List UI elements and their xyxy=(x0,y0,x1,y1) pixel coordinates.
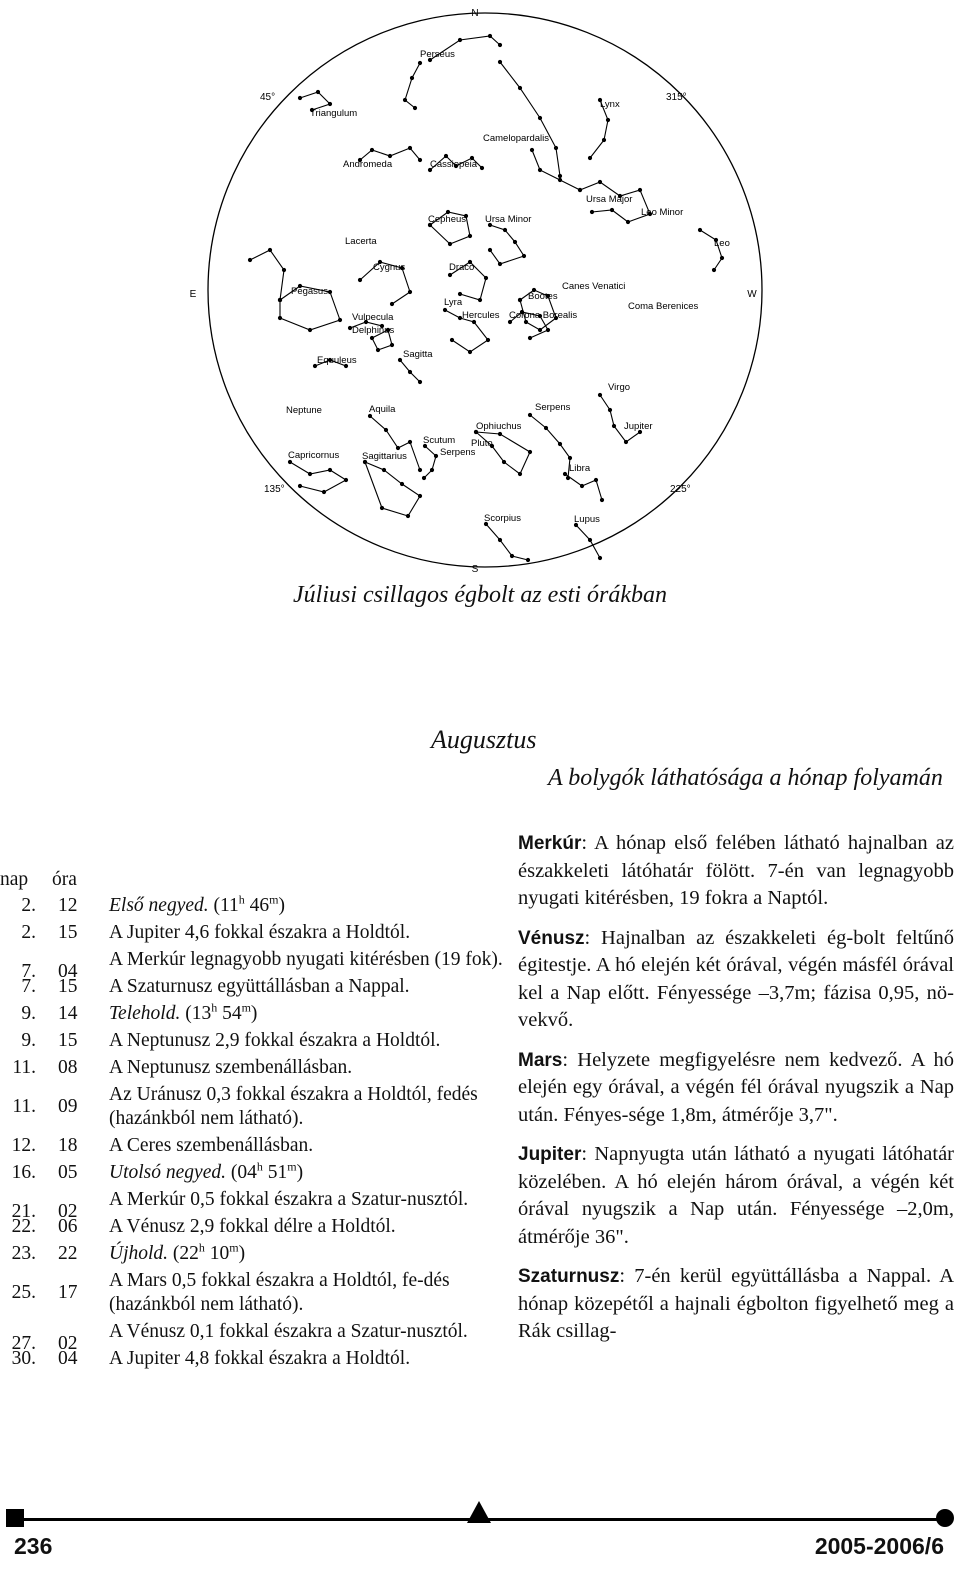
event-day: 25. xyxy=(11,1282,36,1303)
constellation-sagittarius: Sagittarius xyxy=(362,451,407,462)
event-day: 11. xyxy=(12,1096,36,1117)
event-row xyxy=(0,1056,505,1080)
star-marker xyxy=(408,370,412,374)
star-marker xyxy=(388,154,392,158)
star-marker xyxy=(563,472,567,476)
constellation-ophiuchus: Ophiuchus xyxy=(476,421,522,432)
constellation-libra: Libra xyxy=(569,463,591,474)
star-marker xyxy=(600,498,604,502)
planet-description: : Napnyugta után látható a nyugati látóhatár közelében. A hó elején három órával, a végén két órával nyugszik a Nap után. Fényessége –2,0m, átmérője 36". xyxy=(518,1143,954,1248)
constellation-line xyxy=(486,524,528,560)
star-marker xyxy=(358,278,362,282)
event-text xyxy=(109,1002,505,1026)
star-marker xyxy=(448,273,452,277)
star-marker xyxy=(384,428,388,432)
star-marker xyxy=(408,146,412,150)
star-marker xyxy=(443,308,447,312)
event-hour: 02 xyxy=(58,1201,78,1222)
event-day: 7. xyxy=(21,961,36,982)
star-marker xyxy=(498,538,502,542)
star-marker xyxy=(578,188,582,192)
time-unit: m xyxy=(269,892,279,907)
constellation-lynx: Lynx xyxy=(600,99,620,110)
constellation-perseus: Perseus xyxy=(420,49,455,60)
star-marker xyxy=(268,248,272,252)
event-row xyxy=(0,1320,505,1354)
time-unit: h xyxy=(238,892,245,907)
planet-name: Merkúr xyxy=(518,833,582,854)
event-hour: 15 xyxy=(58,1030,78,1051)
planet-paragraph xyxy=(518,1263,954,1346)
star-marker xyxy=(606,118,610,122)
moon-phase-label: Újhold. xyxy=(109,1243,169,1264)
star-marker xyxy=(612,424,616,428)
planet-description: : Hajnalban az északkeleti ég-bolt feltűnő égitestje. A hó elején két órával, végén másfél órával kel a Nap előtt. Fényessége –3,7m; fázisa 0,95, nö-vekvő. xyxy=(518,926,954,1031)
event-hour: 14 xyxy=(58,1003,78,1024)
event-day: 27. xyxy=(11,1333,36,1354)
star-marker xyxy=(430,468,434,472)
event-hour: 15 xyxy=(58,976,78,997)
star-marker xyxy=(418,380,422,384)
star-marker xyxy=(370,336,374,340)
star-marker xyxy=(712,268,716,272)
star-marker xyxy=(590,210,594,214)
event-day: 22. xyxy=(11,1216,36,1237)
event-row xyxy=(0,1188,505,1222)
star-marker xyxy=(488,34,492,38)
constellation-neptune: Neptune xyxy=(286,405,322,416)
planet-description: : Helyzete megfigyelésre nem kedvező. A hó elején egy órával, a végén fél órával nyugszik a Nap után. Fényes-sége 1,8m, átmérője 3,7". xyxy=(518,1048,954,1126)
event-day: 7. xyxy=(21,976,36,997)
event-hour: 06 xyxy=(58,1216,78,1237)
star-marker xyxy=(418,468,422,472)
constellation-line xyxy=(424,446,436,478)
time-value: 54 xyxy=(217,1003,242,1024)
event-row xyxy=(0,1242,505,1266)
time-value: (04 xyxy=(225,1162,257,1183)
star-marker xyxy=(282,268,286,272)
azimuth-label: 315° xyxy=(666,92,687,103)
planet-description: : A hónap első felében látható hajnalban az északkeleti látóhatár fölött. 7-én van legnagyobb nyugati kitérésben, 19 fokra a Naptól. xyxy=(518,832,954,909)
time-unit: h xyxy=(211,1000,218,1015)
star-marker xyxy=(518,472,522,476)
star-marker xyxy=(720,256,724,260)
star-marker xyxy=(502,460,506,464)
event-hour: 15 xyxy=(58,922,78,943)
constellation-pegasus: Pegasus xyxy=(291,286,328,297)
event-row xyxy=(0,894,505,918)
event-day: 21. xyxy=(11,1201,36,1222)
circle-marker-icon xyxy=(936,1509,954,1527)
events-header xyxy=(0,868,505,892)
star-marker xyxy=(538,328,542,332)
constellation-camelopardalis: Camelopardalis xyxy=(483,133,550,144)
star-marker xyxy=(418,158,422,162)
planet-paragraph xyxy=(518,925,954,1035)
star-marker xyxy=(328,102,332,106)
event-row xyxy=(0,921,505,945)
event-row xyxy=(0,1215,505,1239)
star-marker xyxy=(530,148,534,152)
star-marker xyxy=(468,234,472,238)
constellation-triangulum: Triangulum xyxy=(310,108,358,119)
time-value: ) xyxy=(250,1003,258,1024)
time-unit: m xyxy=(241,1000,251,1015)
star-marker xyxy=(610,208,614,212)
star-marker xyxy=(413,106,417,110)
planets-section-title: A bolygók láthatósága a hónap folyamán xyxy=(548,765,943,791)
constellation-cassiopeia: Cassiopeia xyxy=(430,159,477,170)
moon-phase-label: Utolsó negyed. xyxy=(109,1162,226,1183)
star-marker xyxy=(248,258,252,262)
time-unit: m xyxy=(287,1159,297,1174)
constellation-scorpius: Scorpius xyxy=(484,513,521,524)
constellation-line xyxy=(530,415,570,478)
event-hour: 09 xyxy=(58,1096,78,1117)
triangle-marker-icon xyxy=(467,1501,491,1523)
star-marker xyxy=(434,454,438,458)
star-marker xyxy=(298,96,302,100)
star-marker xyxy=(488,248,492,252)
star-marker xyxy=(522,254,526,258)
star-marker xyxy=(558,178,562,182)
event-hour: 22 xyxy=(58,1243,78,1264)
star-marker xyxy=(298,484,302,488)
star-marker xyxy=(498,60,502,64)
event-day: 2. xyxy=(21,922,36,943)
star-marker xyxy=(558,442,562,446)
star-marker xyxy=(538,116,542,120)
constellation-ursa-minor: Ursa Minor xyxy=(485,214,532,225)
star-marker xyxy=(588,538,592,542)
page-number: 236 xyxy=(14,1533,53,1559)
event-hour: 17 xyxy=(58,1282,78,1303)
star-marker xyxy=(410,76,414,80)
star-marker xyxy=(638,188,642,192)
month-title: Augusztus xyxy=(431,725,537,754)
star-marker xyxy=(370,148,374,152)
event-day: 9. xyxy=(21,1030,36,1051)
constellation-sagitta: Sagitta xyxy=(403,349,433,360)
constellation-bootes: Bootes xyxy=(528,291,558,302)
planet-description: : 7-én kerül együttállásba a Nappal. A hónap közepétől a hajnali égbolton figyelhető meg a Rák csillag- xyxy=(518,1265,954,1342)
star-marker xyxy=(498,43,502,47)
event-hour: 04 xyxy=(58,961,78,982)
star-marker xyxy=(518,86,522,90)
star-marker xyxy=(278,316,282,320)
constellation-line xyxy=(405,63,420,108)
event-text xyxy=(109,1161,505,1185)
star-marker xyxy=(338,318,342,322)
star-marker xyxy=(382,468,386,472)
constellation-ursa-major: Ursa Major xyxy=(586,194,633,205)
day-column-header: nap xyxy=(0,869,29,890)
time-unit: m xyxy=(229,1240,239,1255)
square-marker-icon xyxy=(6,1509,24,1527)
star-marker xyxy=(526,558,530,562)
star-marker xyxy=(513,240,517,244)
star-marker xyxy=(408,290,412,294)
star-marker xyxy=(594,478,598,482)
event-text: Az Uránusz 0,3 fokkal északra a Holdtól, fedés (hazánkból nem látható). xyxy=(109,1084,478,1129)
time-value: 46 xyxy=(244,895,270,916)
star-marker xyxy=(588,156,592,160)
star-marker xyxy=(568,456,572,460)
chart-caption: Júliusi csillagos égbolt az esti órákban xyxy=(293,582,667,608)
event-text: A Vénusz 2,9 fokkal délre a Holdtól. xyxy=(109,1216,396,1237)
constellation-scutum: Scutum xyxy=(423,435,456,446)
constellation-leo: Leo xyxy=(714,238,730,249)
star-marker xyxy=(538,168,542,172)
azimuth-label: 225° xyxy=(670,484,691,495)
constellation-coma-berenices: Coma Berenices xyxy=(628,301,699,312)
event-day: 30. xyxy=(11,1348,36,1369)
event-row xyxy=(0,1161,505,1185)
event-text: A Mars 0,5 fokkal északra a Holdtól, fe-dés (hazánkból nem látható). xyxy=(109,1270,450,1315)
cardinal-e: E xyxy=(189,289,197,300)
star-marker xyxy=(518,298,522,302)
event-hour: 08 xyxy=(58,1057,78,1078)
constellation-pluto: Pluto xyxy=(471,438,493,449)
star-marker xyxy=(602,138,606,142)
time-value: (13 xyxy=(180,1003,212,1024)
star-marker xyxy=(422,476,426,480)
constellation-lupus: Lupus xyxy=(574,514,600,525)
event-text: A Neptunusz 2,9 fokkal északra a Holdtól. xyxy=(109,1030,441,1051)
planet-name: Szaturnusz xyxy=(518,1266,620,1287)
moon-phase-label: Első negyed. xyxy=(109,895,209,916)
event-day: 16. xyxy=(11,1162,36,1183)
constellation-draco: Draco xyxy=(449,262,475,273)
azimuth-label: 45° xyxy=(260,92,276,103)
time-unit: h xyxy=(198,1240,205,1255)
hour-column-header: óra xyxy=(52,869,77,890)
event-text: A Jupiter 4,8 fokkal északra a Holdtól. xyxy=(109,1348,411,1369)
star-marker xyxy=(398,358,402,362)
event-day: 11. xyxy=(12,1057,36,1078)
star-marker xyxy=(698,228,702,232)
star-marker xyxy=(376,348,380,352)
moon-phase-label: Telehold. xyxy=(109,1003,181,1024)
constellation-jupiter: Jupiter xyxy=(624,421,653,432)
planet-paragraph xyxy=(518,1141,954,1251)
planet-visibility-list xyxy=(518,830,954,1358)
event-text: A Jupiter 4,6 fokkal északra a Holdtól. xyxy=(109,922,411,943)
constellation-equuleus: Equuleus xyxy=(317,355,357,366)
constellation-capricornus: Capricornus xyxy=(288,450,340,461)
star-marker xyxy=(458,38,462,42)
star-marker xyxy=(418,61,422,65)
issue-number: 2005-2006/6 xyxy=(814,1533,944,1559)
star-marker xyxy=(408,440,412,444)
star-marker xyxy=(498,432,502,436)
constellation-line xyxy=(290,462,346,492)
events-table xyxy=(0,868,505,1374)
star-marker xyxy=(316,90,320,94)
constellation-aquila: Aquila xyxy=(369,404,396,415)
event-text: A Neptunusz szembenállásban. xyxy=(109,1057,353,1078)
planet-name: Jupiter xyxy=(518,1144,582,1165)
star-marker xyxy=(486,338,490,342)
star-marker xyxy=(546,328,550,332)
event-day: 23. xyxy=(11,1243,36,1264)
constellation-canes-venatici: Canes Venatici xyxy=(562,281,626,292)
star-marker xyxy=(480,166,484,170)
star-marker xyxy=(498,262,502,266)
constellation-vulpecula: Vulpecula xyxy=(352,312,394,323)
event-text: A Vénusz 0,1 fokkal északra a Szatur-nusztól. xyxy=(109,1321,468,1342)
constellation-line xyxy=(576,525,600,558)
star-marker xyxy=(390,302,394,306)
star-marker xyxy=(396,446,400,450)
event-hour: 05 xyxy=(58,1162,78,1183)
star-marker xyxy=(624,440,628,444)
event-hour: 04 xyxy=(58,1348,78,1369)
star-marker xyxy=(308,472,312,476)
cardinal-w: W xyxy=(747,289,757,300)
star-marker xyxy=(566,476,570,480)
star-marker xyxy=(400,482,404,486)
constellation-andromeda: Andromeda xyxy=(343,159,393,170)
time-value: 10 xyxy=(204,1243,230,1264)
event-hour: 12 xyxy=(58,895,78,916)
star-marker xyxy=(278,298,282,302)
event-text xyxy=(109,894,505,918)
event-row xyxy=(0,1347,505,1371)
star-marker xyxy=(503,228,507,232)
event-text: A Szaturnusz együttállásban a Nappal. xyxy=(109,976,410,997)
star-chart xyxy=(0,0,960,580)
star-marker xyxy=(598,393,602,397)
event-row xyxy=(0,1002,505,1026)
star-marker xyxy=(450,338,454,342)
star-marker xyxy=(598,180,602,184)
event-row xyxy=(0,1029,505,1053)
constellation-line xyxy=(600,395,640,442)
constellation-lacerta: Lacerta xyxy=(345,236,377,247)
constellation-line xyxy=(700,230,722,270)
time-unit: h xyxy=(256,1159,263,1174)
star-marker xyxy=(598,556,602,560)
constellation-virgo: Virgo xyxy=(608,382,631,393)
star-marker xyxy=(580,484,584,488)
azimuth-label: 135° xyxy=(264,484,285,495)
constellation-cepheus: Cepheus xyxy=(428,214,467,225)
constellation-leo-minor: Leo Minor xyxy=(641,207,684,218)
constellation-corona-borealis: Corona Borealis xyxy=(509,310,578,321)
star-marker xyxy=(390,343,394,347)
star-marker xyxy=(322,490,326,494)
star-marker xyxy=(328,290,332,294)
constellation-line xyxy=(500,62,560,176)
time-value: ) xyxy=(238,1243,246,1264)
event-row xyxy=(0,948,505,982)
event-hour: 18 xyxy=(58,1135,78,1156)
cardinal-n: N xyxy=(471,8,479,19)
page-footer xyxy=(0,1496,960,1593)
constellation-line xyxy=(250,250,284,300)
constellation-hercules: Hercules xyxy=(462,310,500,321)
constellation-cygnus: Cygnus xyxy=(373,262,406,273)
star-marker xyxy=(544,426,548,430)
star-marker xyxy=(308,328,312,332)
star-marker xyxy=(558,174,562,178)
star-marker xyxy=(328,468,332,472)
planet-name: Mars xyxy=(518,1049,563,1071)
star-marker xyxy=(528,413,532,417)
star-marker xyxy=(528,450,532,454)
planet-paragraph xyxy=(518,1047,954,1130)
star-marker xyxy=(344,478,348,482)
time-value: 51 xyxy=(262,1162,288,1183)
time-value: ) xyxy=(296,1162,304,1183)
event-text: A Merkúr 0,5 fokkal északra a Szatur-nusztól. xyxy=(109,1189,469,1210)
star-marker xyxy=(468,350,472,354)
constellation-line xyxy=(365,462,420,516)
star-marker xyxy=(478,298,482,302)
event-day: 2. xyxy=(21,895,36,916)
star-marker xyxy=(406,514,410,518)
cardinal-s: S xyxy=(471,564,479,575)
star-marker xyxy=(458,292,462,296)
event-text xyxy=(109,1242,505,1266)
constellation-delphinus: Delphinus xyxy=(352,325,395,336)
event-text: A Merkúr legnagyobb nyugati kitérésben (19 fok). xyxy=(109,949,503,970)
star-marker xyxy=(554,146,558,150)
time-value: ) xyxy=(278,895,286,916)
constellation-line xyxy=(490,225,524,264)
event-hour: 02 xyxy=(58,1333,78,1354)
constellation-serpens: Serpens xyxy=(535,402,571,413)
planet-name: Vénusz xyxy=(518,927,585,949)
time-value: (11 xyxy=(208,895,239,916)
star-marker xyxy=(418,494,422,498)
star-marker xyxy=(626,220,630,224)
star-marker xyxy=(608,408,612,412)
constellation-lyra: Lyra xyxy=(444,297,463,308)
event-row xyxy=(0,975,505,999)
star-marker xyxy=(484,276,488,280)
star-marker xyxy=(444,154,448,158)
event-day: 12. xyxy=(11,1135,36,1156)
star-marker xyxy=(380,506,384,510)
star-marker xyxy=(510,554,514,558)
event-text: A Ceres szembenállásban. xyxy=(109,1135,314,1156)
star-marker xyxy=(528,336,532,340)
constellation-serpens: Serpens xyxy=(440,447,476,458)
star-marker xyxy=(403,98,407,102)
event-row xyxy=(0,1269,505,1317)
event-row xyxy=(0,1083,505,1131)
planet-paragraph xyxy=(518,830,954,913)
time-value: (22 xyxy=(168,1243,199,1264)
star-marker xyxy=(448,242,452,246)
event-row xyxy=(0,1134,505,1158)
event-day: 9. xyxy=(21,1003,36,1024)
